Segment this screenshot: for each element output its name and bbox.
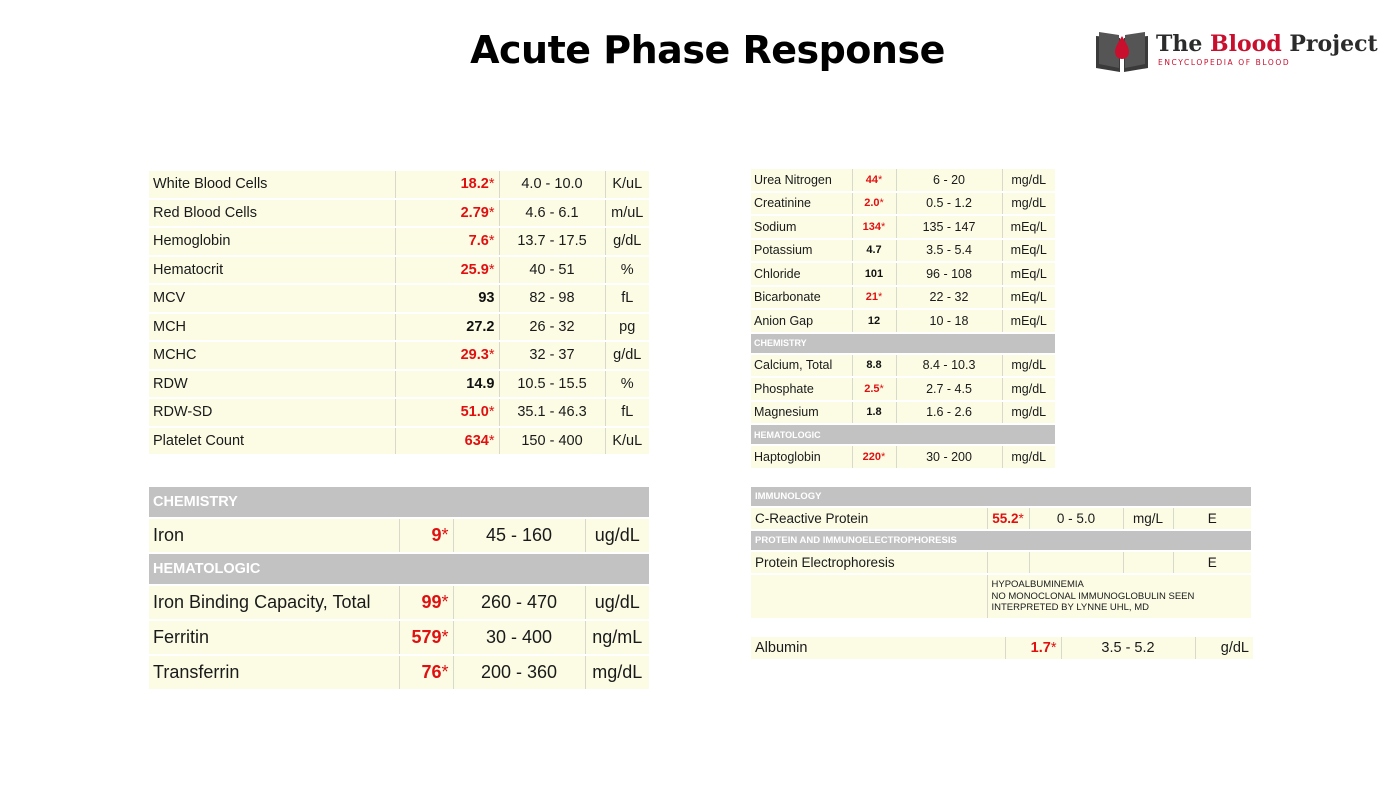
lab-row (751, 354, 1055, 378)
unit: ug/dL (585, 518, 649, 553)
test-name: Bicarbonate (751, 286, 852, 310)
result-code: E (1173, 551, 1251, 574)
reference-range: 4.6 - 6.1 (499, 199, 605, 228)
lab-row (149, 585, 649, 620)
lab-row (751, 286, 1055, 310)
test-value: 4.7 (852, 239, 896, 263)
test-value: 99* (399, 585, 453, 620)
test-name: Sodium (751, 215, 852, 239)
unit: g/dL (1195, 637, 1253, 660)
section-header-hematologic: HEMATOLOGIC (149, 553, 649, 585)
unit: mEq/L (1002, 286, 1055, 310)
unit: mEq/L (1002, 239, 1055, 263)
test-value: 76* (399, 655, 453, 690)
test-name: Phosphate (751, 377, 852, 401)
unit: K/uL (605, 427, 649, 456)
test-name: RDW (149, 370, 395, 399)
test-name: Iron Binding Capacity, Total (149, 585, 399, 620)
test-value: 634* (395, 427, 499, 456)
test-name: Chloride (751, 262, 852, 286)
test-name: Potassium (751, 239, 852, 263)
test-value: 21* (852, 286, 896, 310)
test-value: 12 (852, 309, 896, 333)
unit: pg (605, 313, 649, 342)
test-name: Anion Gap (751, 309, 852, 333)
unit: mg/dL (1002, 169, 1055, 192)
lab-row (149, 370, 649, 399)
test-value: 101 (852, 262, 896, 286)
unit: ng/mL (585, 620, 649, 655)
unit: mEq/L (1002, 215, 1055, 239)
lab-row (751, 215, 1055, 239)
lab-row-iron (149, 518, 649, 553)
reference-range: 96 - 108 (896, 262, 1002, 286)
test-value: 44* (852, 169, 896, 192)
test-value: 51.0* (395, 398, 499, 427)
unit: mEq/L (1002, 262, 1055, 286)
lab-row (149, 341, 649, 370)
unit: mg/dL (1002, 401, 1055, 425)
test-name: Hemoglobin (149, 227, 395, 256)
test-name: Creatinine (751, 192, 852, 216)
reference-range: 26 - 32 (499, 313, 605, 342)
unit: m/uL (605, 199, 649, 228)
test-name: Ferritin (149, 620, 399, 655)
cbc-rows (149, 171, 649, 455)
lab-row (149, 284, 649, 313)
reference-range: 35.1 - 46.3 (499, 398, 605, 427)
test-name: Iron (149, 518, 399, 553)
test-value: 2.5* (852, 377, 896, 401)
reference-range: 260 - 470 (453, 585, 585, 620)
lab-row (149, 171, 649, 199)
unit: g/dL (605, 227, 649, 256)
lab-row (751, 169, 1055, 192)
reference-range: 40 - 51 (499, 256, 605, 285)
chem-rows (751, 169, 1055, 333)
unit: K/uL (605, 171, 649, 199)
test-value: 27.2 (395, 313, 499, 342)
immunology-table (751, 487, 1251, 620)
reference-range: 22 - 32 (896, 286, 1002, 310)
test-value: 579* (399, 620, 453, 655)
lab-row (751, 262, 1055, 286)
lab-row (751, 401, 1055, 425)
test-name: Albumin (751, 637, 1005, 660)
logo-name: The Blood Project (1156, 31, 1378, 57)
test-name: Protein Electrophoresis (751, 551, 987, 574)
lab-row (149, 227, 649, 256)
lab-row-haptoglobin (751, 445, 1055, 469)
test-value: 55.2* (987, 507, 1029, 530)
lab-row-albumin (751, 637, 1253, 660)
unit: fL (605, 284, 649, 313)
test-value: 7.6* (395, 227, 499, 256)
reference-range: 3.5 - 5.2 (1061, 637, 1195, 660)
reference-range: 3.5 - 5.4 (896, 239, 1002, 263)
lab-row (149, 655, 649, 690)
test-value: 2.79* (395, 199, 499, 228)
reference-range: 200 - 360 (453, 655, 585, 690)
result-code: E (1173, 507, 1251, 530)
test-value: 14.9 (395, 370, 499, 399)
lab-row (149, 620, 649, 655)
unit: mg/dL (1002, 377, 1055, 401)
unit: mg/dL (1002, 354, 1055, 378)
section-header-hematologic: HEMATOLOGIC (751, 424, 1055, 445)
test-name: Haptoglobin (751, 445, 852, 469)
test-value: 29.3* (395, 341, 499, 370)
test-value: 25.9* (395, 256, 499, 285)
reference-range: 30 - 400 (453, 620, 585, 655)
test-name: Calcium, Total (751, 354, 852, 378)
logo-tagline: ENCYCLOPEDIA OF BLOOD (1158, 58, 1291, 67)
reference-range: 0 - 5.0 (1029, 507, 1123, 530)
reference-range: 1.6 - 2.6 (896, 401, 1002, 425)
lab-row-protein-electrophoresis (751, 551, 1251, 574)
reference-range: 6 - 20 (896, 169, 1002, 192)
test-value: 18.2* (395, 171, 499, 199)
test-name: RDW-SD (149, 398, 395, 427)
lab-row (149, 427, 649, 456)
lab-row (751, 192, 1055, 216)
test-value: 2.0* (852, 192, 896, 216)
test-value: 134* (852, 215, 896, 239)
reference-range: 82 - 98 (499, 284, 605, 313)
page-title: Acute Phase Response (470, 28, 945, 72)
chem-rows-2 (751, 354, 1055, 425)
test-name: Magnesium (751, 401, 852, 425)
reference-range: 30 - 200 (896, 445, 1002, 469)
unit: mg/L (1123, 507, 1173, 530)
test-value: 220* (852, 445, 896, 469)
test-value: 8.8 (852, 354, 896, 378)
reference-range: 4.0 - 10.0 (499, 171, 605, 199)
test-value: 1.7* (1005, 637, 1061, 660)
unit: ug/dL (585, 585, 649, 620)
reference-range: 32 - 37 (499, 341, 605, 370)
test-name: Red Blood Cells (149, 199, 395, 228)
interpretation-note: HYPOALBUMINEMIA NO MONOCLONAL IMMUNOGLOBULIN SEEN INTERPRETED BY LYNNE UHL, MD (987, 574, 1251, 619)
test-value: 93 (395, 284, 499, 313)
reference-range: 8.4 - 10.3 (896, 354, 1002, 378)
section-header-chemistry: CHEMISTRY (149, 487, 649, 518)
unit: mg/dL (585, 655, 649, 690)
test-name: MCH (149, 313, 395, 342)
test-value: 9* (399, 518, 453, 553)
lab-row (751, 239, 1055, 263)
section-header-chemistry: CHEMISTRY (751, 333, 1055, 354)
lab-row (149, 199, 649, 228)
test-name: Hematocrit (149, 256, 395, 285)
reference-range: 45 - 160 (453, 518, 585, 553)
lab-row (751, 309, 1055, 333)
reference-range: 10 - 18 (896, 309, 1002, 333)
reference-range: 0.5 - 1.2 (896, 192, 1002, 216)
unit: mEq/L (1002, 309, 1055, 333)
unit: mg/dL (1002, 192, 1055, 216)
section-header-immunology: IMMUNOLOGY (751, 487, 1251, 507)
lab-row (149, 256, 649, 285)
unit: fL (605, 398, 649, 427)
test-name: C-Reactive Protein (751, 507, 987, 530)
test-name: Urea Nitrogen (751, 169, 852, 192)
unit: mg/dL (1002, 445, 1055, 469)
lab-row-crp (751, 507, 1251, 530)
cbc-table (149, 171, 649, 456)
reference-range: 150 - 400 (499, 427, 605, 456)
test-value: 1.8 (852, 401, 896, 425)
test-name: MCHC (149, 341, 395, 370)
test-name: Transferrin (149, 655, 399, 690)
blood-project-logo (1094, 28, 1378, 72)
reference-range: 13.7 - 17.5 (499, 227, 605, 256)
reference-range: 2.7 - 4.5 (896, 377, 1002, 401)
chemistry-table (751, 169, 1055, 470)
test-name: White Blood Cells (149, 171, 395, 199)
albumin-table (751, 637, 1253, 661)
lab-row (149, 398, 649, 427)
test-name: Platelet Count (149, 427, 395, 456)
reference-range: 135 - 147 (896, 215, 1002, 239)
unit: % (605, 256, 649, 285)
lab-row (751, 377, 1055, 401)
lab-row (149, 313, 649, 342)
test-name: MCV (149, 284, 395, 313)
unit: % (605, 370, 649, 399)
section-header-protein-electrophoresis: PROTEIN AND IMMUNOELECTROPHORESIS (751, 530, 1251, 551)
reference-range: 10.5 - 15.5 (499, 370, 605, 399)
unit: g/dL (605, 341, 649, 370)
open-book-blood-drop-icon (1094, 28, 1150, 72)
iron-panel-table (149, 487, 649, 691)
interpretation-row (751, 574, 1251, 619)
iron-rows (149, 585, 649, 690)
